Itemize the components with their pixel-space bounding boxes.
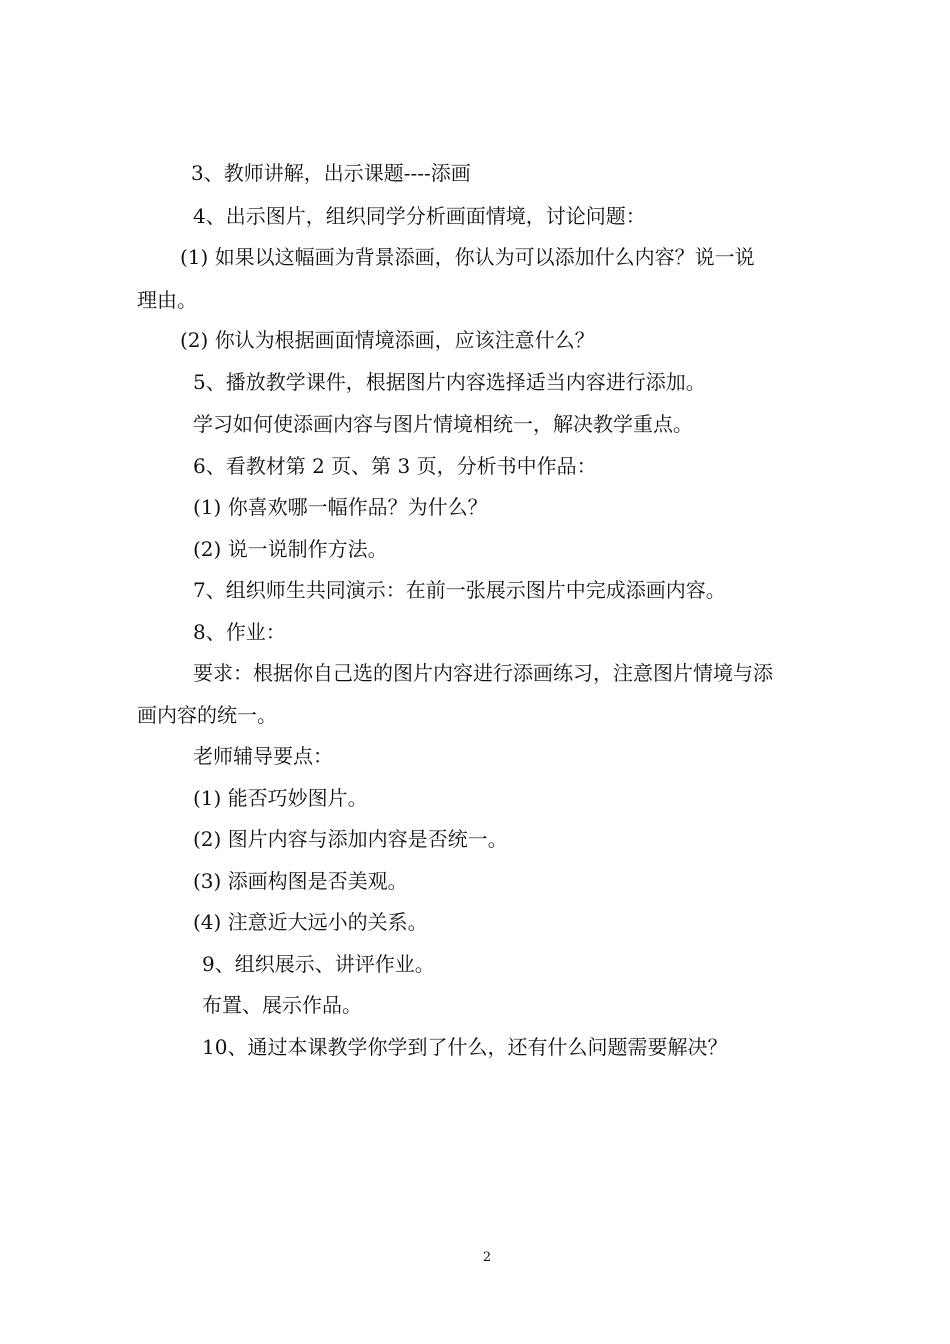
- text-line: (3) 添画构图是否美观。: [193, 869, 408, 893]
- text-line: 9、组织展示、讲评作业。: [202, 952, 435, 976]
- text-line: 5、播放教学课件，根据图片内容选择适当内容进行添加。: [193, 370, 706, 394]
- text-line: 6、看教材第 2 页、第 3 页，分析书中作品：: [193, 454, 597, 478]
- text-line: (1) 你喜欢哪一幅作品？为什么？: [193, 495, 488, 519]
- text-line: 布置、展示作品。: [202, 993, 362, 1017]
- text-line: 7、组织师生共同演示：在前一张展示图片中完成添画内容。: [193, 578, 726, 602]
- text-line: 4、出示图片，组织同学分析画面情境，讨论问题：: [193, 204, 646, 228]
- text-line: (2) 你认为根据画面情境添画，应该注意什么？: [180, 328, 595, 352]
- text-line: (1) 如果以这幅画为背景添画，你认为可以添加什么内容？说一说: [180, 245, 755, 269]
- text-line: 要求：根据你自己选的图片内容进行添画练习，注意图片情境与添: [193, 661, 773, 685]
- text-line: (2) 说一说制作方法。: [193, 537, 388, 561]
- page-number: 2: [482, 1250, 492, 1265]
- text-line: 理由。: [137, 288, 197, 312]
- text-line: 老师辅导要点：: [193, 744, 333, 768]
- text-line: 3、教师讲解，出示课题----添画: [191, 161, 471, 185]
- text-line: (4) 注意近大远小的关系。: [193, 910, 428, 934]
- text-line: (1) 能否巧妙图片。: [193, 786, 368, 810]
- text-line: 学习如何使添画内容与图片情境相统一，解决教学重点。: [193, 412, 693, 436]
- text-line: 画内容的统一。: [137, 703, 277, 727]
- text-line: (2) 图片内容与添加内容是否统一。: [193, 827, 508, 851]
- text-line: 10、通过本课教学你学到了什么，还有什么问题需要解决？: [202, 1035, 728, 1059]
- text-line: 8、作业：: [193, 620, 286, 644]
